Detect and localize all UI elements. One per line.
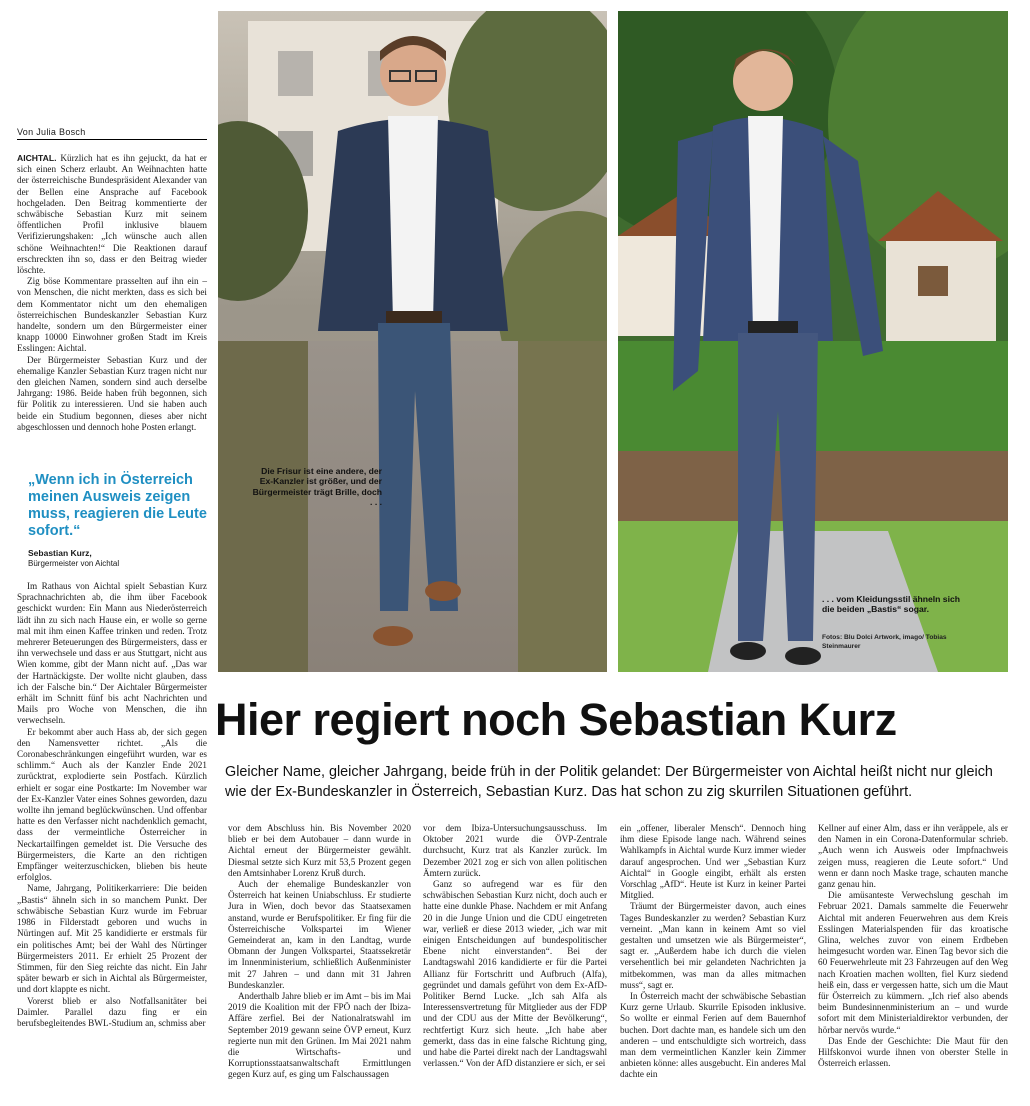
paragraph: Das Ende der Geschichte: Die Maut für den Hilfskonvoi wurde ihnen von oberster Stelle in Österreich erlassen. <box>818 1035 1008 1069</box>
byline: Von Julia Bosch <box>17 127 207 140</box>
paragraph: vor dem Ibiza-Untersuchungsausschuss. Im Oktober 2021 wurde die ÖVP-Zentrale durchsucht, Kurz trat als Kanzler zurück. Im Dezember 2021 zog er sich von allen politischen Ämtern zurück. <box>423 823 607 878</box>
paragraph: ein „offener, liberaler Mensch“. Dennoch hing ihm diese Episode lange nach. Während seines Wahlkampfs in Aichtal wurde Kurz immer wieder darauf angesprochen. Und wer „Sebastian Kurz Aichtal“ in Google eingibt, erhält als ersten Vorschlag „AfD“. Heute ist Kurz in keiner Partei Mitglied. <box>620 823 806 901</box>
photo-mayor <box>218 11 607 672</box>
photo-mayor-illustration <box>218 11 607 672</box>
dateline: AICHTAL. <box>17 153 57 163</box>
quote-role: Bürgermeister von Aichtal <box>28 559 120 568</box>
subheadline: Gleicher Name, gleicher Jahrgang, beide früh in der Politik gelandet: Der Bürgermeister von Aichtal heißt nicht nur gleich wie der Ex-Bundeskanzler in Österreich, Sebastian Kurz. Das hat schon zu zig skurrilen Situationen geführt. <box>225 764 993 800</box>
paragraph-text: Kürzlich hat es ihn gejuckt, da hat er sich einen Scherz erlaubt. An Weihnachten hatte der österreichische Bundespräsident Alexander van der Bellen eine Ansprache auf Facebook hochgeladen. Den Beitrag kommentierte der schwäbische Sebastian Kurz mit seinem öffentlichen Profil inklusive blauem Verifizierungshaken: „Ich wünsche auch allen schöne Weihnachten!“ Die Reaktionen darauf erschreckten ihn so, dass er den Beitrag wieder löschte. <box>17 153 207 276</box>
photo-caption-left: Die Frisur ist eine andere, der Ex-Kanzler ist größer, und der Bürgermeister trägt Brille, doch . . . <box>252 466 382 508</box>
quote-name: Sebastian Kurz, <box>28 548 92 558</box>
paragraph <box>17 153 207 276</box>
paragraph: Kellner auf einer Alm, dass er ihn veräppele, als er den Namen in ein Corona-Datenformular schrieb. „Auch wenn ich Ausweis oder Impfnachweis zeigen muss, reagieren die Leute sofort.“ Und wenn er dann noch Maske trage, schauten manche ganz genau hin. <box>818 823 1008 890</box>
paragraph: Zig böse Kommentare prasselten auf ihn ein – von Menschen, die nicht merkten, dass es sich bei dem Kommentator nicht um den ehemaligen österreichischen Bundeskanzler Sebastian Kurz handelte, sondern um den Bürgermeister einer knapp 10000 Einwohner großen Stadt im Kreis Esslingen: Aichtal. <box>17 276 207 354</box>
photo-credit: Fotos: Blu Dolci Artwork, imago/ Tobias Steinmaurer <box>822 634 947 650</box>
paragraph: Der Bürgermeister Sebastian Kurz und der ehemalige Kanzler Sebastian Kurz tragen nicht nur den gleichen Namen, sondern sind auch derselbe Jahrgang: 1986. Beide haben früh begonnen, sich für Politik zu interessieren. Und sie haben auch beide ein Studium begonnen, dieses aber nicht abgeschlossen und dennoch hohe Posten erlangt. <box>17 354 207 432</box>
paragraph: Im Rathaus von Aichtal spielt Sebastian Kurz Sprachnachrichten ab, die ihm über Facebook geschickt wurden: Ein Mann aus Niederösterreich lädt ihn zu sich nach Hause ein, er wolle so gerne mal mit ihm einen Kaffee trinken und reden. Trotz mehrerer Beteuerungen des Bürgermeisters, dass er ihn verwechsele und dass er aus Stuttgart, nicht aus Wien komme, gibt der Mann nicht auf. „Das war der Hartnäckigste. Der wollte nicht glauben, dass ich der Falsche bin.“ Der Aichtaler Bürgermeister erhält im Schnitt fünf bis acht Nachrichten und Mails pro Woche von Menschen, die ihn verwechseln. <box>17 581 207 726</box>
paragraph: In Österreich macht der schwäbische Sebastian Kurz gerne Urlaub. Skurrile Episoden inklusive. So wollte er einmal Ferien auf dem Bauernhof buchen. Dort dachte man, es handele sich um den anderen – und entschuldigte sich wortreich, dass man dem vermeintlichen Kanzler kein Zimmer anbieten könne: alles ausgebucht. Ein anderes Mal dachte ein <box>620 991 806 1080</box>
quote-attribution <box>28 548 208 569</box>
paragraph: Name, Jahrgang, Politikerkarriere: Die beiden „Bastis“ ähneln sich in so manchem Punkt. Der schwäbische Sebastian Kurz wurde im Februar 1986 in Filderstadt geboren und wuchs in Nürtingen auf. Mit 25 kandidierte er erstmals für ein politisches Amt; bei der Wahl des Nürtinger Bürgermeisters 2011. Er erhielt 25 Prozent der Stimmen, für den Sieg reichte das nicht. Ein Jahr später bewarb er sich in Aichtal als Bürgermeister, und dort klappte es nicht. <box>17 883 207 995</box>
paragraph: vor dem Abschluss hin. Bis November 2020 blieb er bei dem Autobauer – dann wurde in Aichtal erneut der Bürgermeister gewählt. Diesmal setzte sich Kurz mit 53,5 Prozent gegen den Amtsinhaber Lorenz Kruß durch. <box>228 823 411 878</box>
article-column-1b <box>17 581 207 1029</box>
headline: Hier regiert noch Sebastian Kurz <box>215 694 897 745</box>
paragraph: Die amüsanteste Verwechslung geschah im Februar 2021. Damals sammelte die Feuerwehr Aichtal mit anderen Feuerwehren aus dem Kreis Esslingen Materialspenden für das kroatische Glina, welches zuvor von einem Erdbeben heimgesucht worden war. Einen Tag bevor sich die 60 Feuerwehrleute mit 23 Fahrzeugen auf den Weg nach Kroatien machen wollten, fiel Kurz siedend heiß ein, dass er vergessen hatte, sich um die Maut für Österreich zu kümmern. „Ich rief also abends beim Bundesinnenministerium an – und wurde sofort mit dem Ministerialdirektor verbunden, der hörbar nervös wurde.“ <box>818 890 1008 1035</box>
article-column-2 <box>228 823 411 1081</box>
paragraph: Träumt der Bürgermeister davon, auch eines Tages Bundeskanzler zu werden? Sebastian Kurz verneint. „Man kann in keinem Amt so viel gestalten und umsetzen wie als Bürgermeister“, sagt er. „Außerdem habe ich durch die vielen versehentlich bei mir gelandeten Nachrichten ja mitbekommen, was man da alles mitmachen muss“, sagt er. <box>620 901 806 990</box>
photo-ex-chancellor <box>618 11 1008 672</box>
pull-quote: „Wenn ich in Österreich meinen Ausweis zeigen muss, reagieren die Leute sofort.“ <box>28 472 207 539</box>
article-column-4 <box>620 823 806 1081</box>
photo-ex-chancellor-illustration <box>618 11 1008 672</box>
paragraph: Auch der ehemalige Bundeskanzler von Österreich hat keinen Uniabschluss. Er studierte Jura in Wien, doch bevor das Staatsexamen anstand, wurde er Berufspolitiker. Er fing für die Österreichische Volkspartei im Wiener Gemeinderat an, kam in den Landtag, wurde Obmann der Jungen Volkspartei, Staatssekretär im Innenministerium, schließlich Außenminister mit 27 Jahren – und dann mit 31 Jahren Bundeskanzler. <box>228 879 411 990</box>
paragraph: Anderthalb Jahre blieb er im Amt – bis im Mai 2019 die Koalition mit der FPÖ nach der Ibiza-Affäre zerfiel. Bei der Nationalratswahl im September 2019 gewann seine ÖVP erneut, Kurz regierte nun mit den Grünen. Im Mai 2021 nahm die Wirtschafts- und Korruptionsstaatsanwaltschaft Ermittlungen gegen Kurz auf, es ging um Falschaussagen <box>228 991 411 1080</box>
photo-caption-right: . . . vom Kleidungsstil ähneln sich die beiden „Bastis“ sogar. <box>822 594 961 615</box>
article-column-5 <box>818 823 1008 1069</box>
paragraph: Ganz so aufregend war es für den schwäbischen Sebastian Kurz nicht, doch auch er hatte eine dunkle Phase. Nachdem er mit Anfang 20 in die Junge Union und die CDU eingetreten war, verließ er diese 2013 wieder, „ich war mit einigen Entscheidungen auf bundespolitischer Ebene nicht einverstanden“. Bei der Landtagswahl 2016 kandidierte er für die Partei Allianz für Fortschritt und Aufbruch (Alfa), gegründet und damals geführt von dem Ex-AfD-Politiker Bernd Lucke. „Ich sah Alfa als Interessensvertretung für Mitglieder aus der FDP und der CDU aus der Mitte der Bevölkerung“, rechtfertigt Kurz sich heute. „Ich habe aber gemerkt, dass das in eine falsche Richtung ging, und habe die Partei direkt nach der Landtagswahl verlassen.“ Von der AfD distanziere er sich, er sei <box>423 879 607 1069</box>
paragraph: Er bekommt aber auch Hass ab, der sich gegen den Namensvetter richtet. „Als die Coronabeschränkungen eingeführt wurden, war es schlimm.“ Auch als der Kanzler Ende 2021 zurücktrat, explodierte sein Postfach. Kürzlich erhielt er sogar eine Postkarte: Im November war der Ex-Kanzler Vater eines Sohnes geworden, dazu wollte ihn jemand beglückwünschen. Und offenbar hatte es den Verfasser nicht nachdenklich gemacht, dass der vermeintliche Österreicher in Neckartailfingen gemeldet ist. Die Versuche des Bürgermeisters, die Karte an den richtigen Empfänger weiterzuschicken, blieben bis heute erfolglos. <box>17 726 207 883</box>
paragraph: Vorerst blieb er also Notfallsanitäter bei Daimler. Parallel dazu fing er ein berufsbegleitendes BWL-Studium an, schmiss aber <box>17 995 207 1028</box>
article-column-3 <box>423 823 607 1069</box>
article-column-1 <box>17 153 207 433</box>
